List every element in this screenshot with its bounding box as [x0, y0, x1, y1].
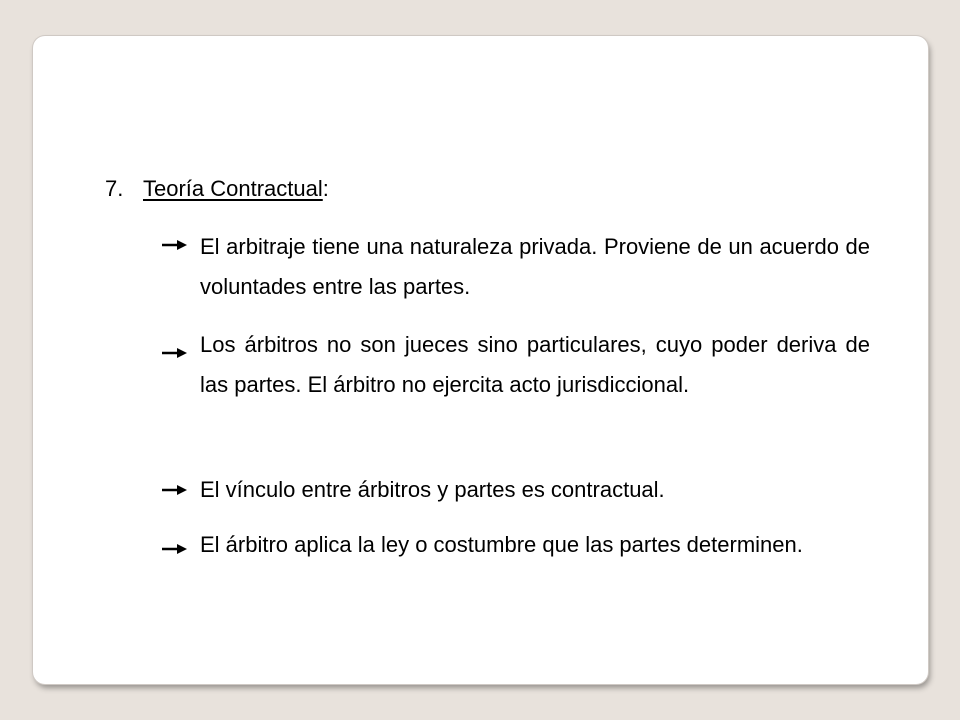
bullet-item-2: Los árbitros no son jueces sino particulares, cuyo poder deriva de las partes. El árbitro no ejercita acto jurisdiccional. [200, 332, 870, 397]
arrow-right-icon [162, 346, 188, 360]
section-title: Teoría Contractual [143, 176, 323, 201]
section-title-suffix: : [322, 176, 329, 201]
arrow-right-icon [162, 483, 188, 497]
section-heading [105, 176, 329, 202]
section-number: 7. [105, 176, 124, 201]
bullet-item-1: El arbitraje tiene una naturaleza privada. Proviene de un acuerdo de voluntades entre las partes. [200, 234, 870, 299]
arrow-right-icon [162, 542, 188, 556]
bullet-item-3: El vínculo entre árbitros y partes es contractual. [200, 477, 665, 502]
bullet-item-4: El árbitro aplica la ley o costumbre que las partes determinen. [200, 532, 803, 557]
arrow-right-icon [162, 238, 188, 252]
